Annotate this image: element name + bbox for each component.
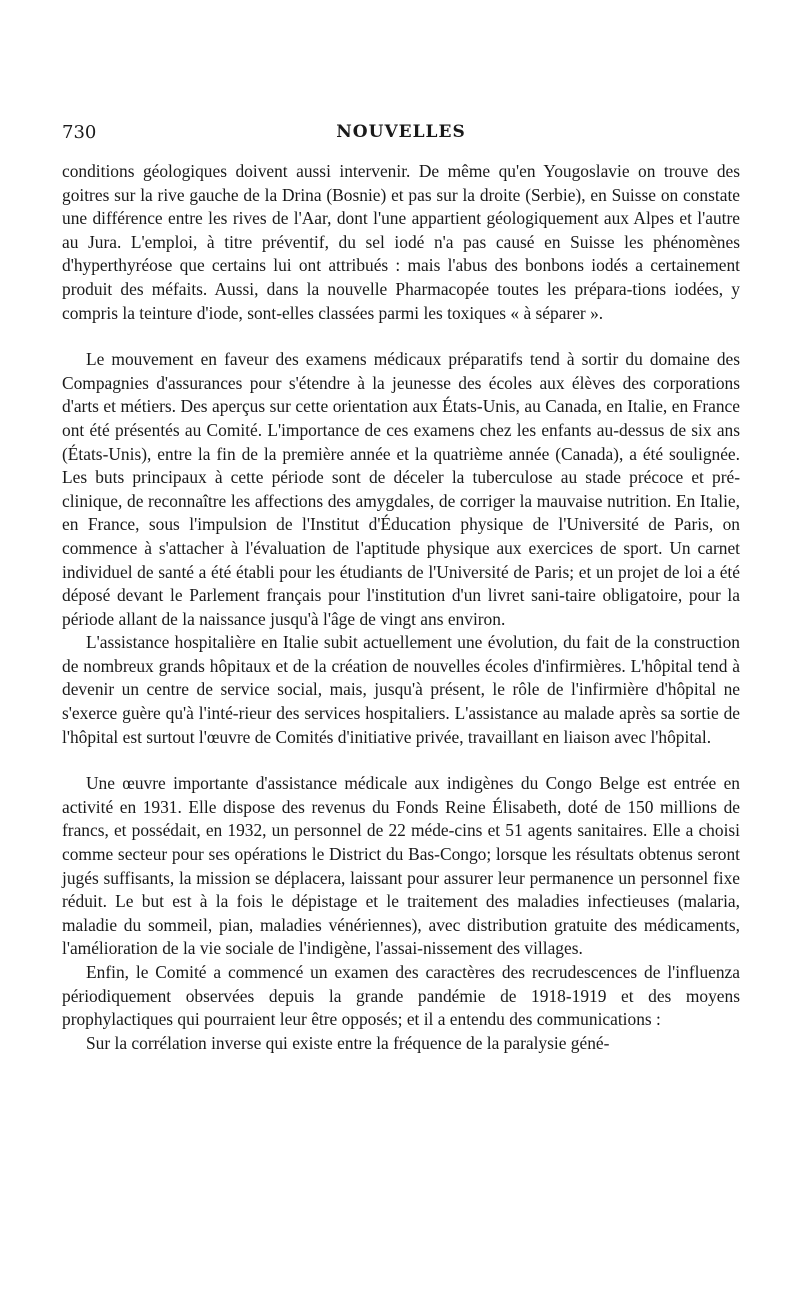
paragraph-influenza: Enfin, le Comité a commencé un examen des caractères des recrudescences de l'influenza périodiquement observées depuis la grande pandémie de 1918-1919 et des moyens prophylactiques qui pourraient leur être opposés; et il a entendu des communications : bbox=[62, 962, 740, 1030]
article-body bbox=[62, 160, 740, 1055]
page-header bbox=[62, 122, 740, 146]
paragraph-paralysis: Sur la corrélation inverse qui existe entre la fréquence de la paralysie géné- bbox=[86, 1032, 610, 1053]
paragraph-goitre: conditions géologiques doivent aussi intervenir. De même qu'en Yougoslavie on trouve des goitres sur la rive gauche de la Drina (Bosnie) et pas sur la droite (Serbie), en Suisse on constate une différence entre les rives de l'Aar, dont l'une appartient géologiquement aux Alpes et l'autre au Jura. L'emploi, à titre préventif, du sel iodé n'a pas causé en Suisse les phénomènes d'hyperthyréose que certains lui ont attribués : mais l'abus des bonbons iodés a certainement produit des méfaits. Aussi, dans la nouvelle Pharmacopée toutes les prépara-tions iodées, y compris la teinture d'iode, sont-elles classées parmi les toxiques « à séparer ». bbox=[62, 161, 740, 323]
running-title: NOUVELLES bbox=[336, 122, 466, 142]
paragraph-medical-exams: Le mouvement en faveur des examens médicaux préparatifs tend à sortir du domaine des Compagnies d'assurances pour s'étendre à la jeunesse des écoles aux élèves des corporations d'arts et métiers. Des aperçus sur cette orientation aux États-Unis, au Canada, en Italie, en France ont été présentés au Comité. L'importance de ces examens chez les enfants au-dessus de six ans (États-Unis), entre la fin de la première année et la quatrième année (Canada), a été soulignée. Les buts principaux à cette période sont de déceler la tuberculose au stade précoce et pré-clinique, de reconnaître les affections des amygdales, de corriger la mauvaise nutrition. En Italie, en France, sous l'impulsion de l'Institut d'Éducation physique de l'Université de Paris, on commence à s'attacher à l'évaluation de l'aptitude physique aux exercices de sport. Un carnet individuel de santé a été établi pour les étudiants de l'Université de Paris; et un projet de loi a été déposé devant le Parlement français pour l'institution d'un livret sani-taire obligatoire, pour la période allant de la naissance jusqu'à l'âge de vingt ans environ. bbox=[62, 349, 740, 629]
paragraph-hospital-assistance: L'assistance hospitalière en Italie subit actuellement une évolution, du fait de la construction de nombreux grands hôpitaux et de la création de nouvelles écoles d'infirmières. L'hôpital tend à devenir un centre de service social, mais, jusqu'à présent, le rôle de l'infirmière d'hôpital ne s'exerce guère qu'à l'inté-rieur des services hospitaliers. L'assistance au malade après sa sortie de l'hôpital est surtout l'œuvre de Comités d'initiative privée, travaillant en liaison avec l'hôpital. bbox=[62, 632, 740, 747]
page-number: 730 bbox=[62, 122, 97, 143]
paragraph-congo: Une œuvre importante d'assistance médicale aux indigènes du Congo Belge est entrée en activité en 1931. Elle dispose des revenus du Fonds Reine Élisabeth, doté de 150 millions de francs, et possédait, en 1932, un personnel de 22 méde-cins et 51 agents sanitaires. Elle a choisi comme secteur pour ses opérations le District du Bas-Congo; lorsque les résultats obtenus seront jugés suffisants, la mission se déplacera, laissant pour assurer leur permanence un personnel fixe réduit. Le but est à la fois le dépistage et le traitement des maladies infectieuses (malaria, maladie du sommeil, pian, maladies vénériennes), avec distribution gratuite des médicaments, l'amélioration de la vie sociale de l'indigène, l'assai-nissement des villages. bbox=[62, 773, 740, 959]
